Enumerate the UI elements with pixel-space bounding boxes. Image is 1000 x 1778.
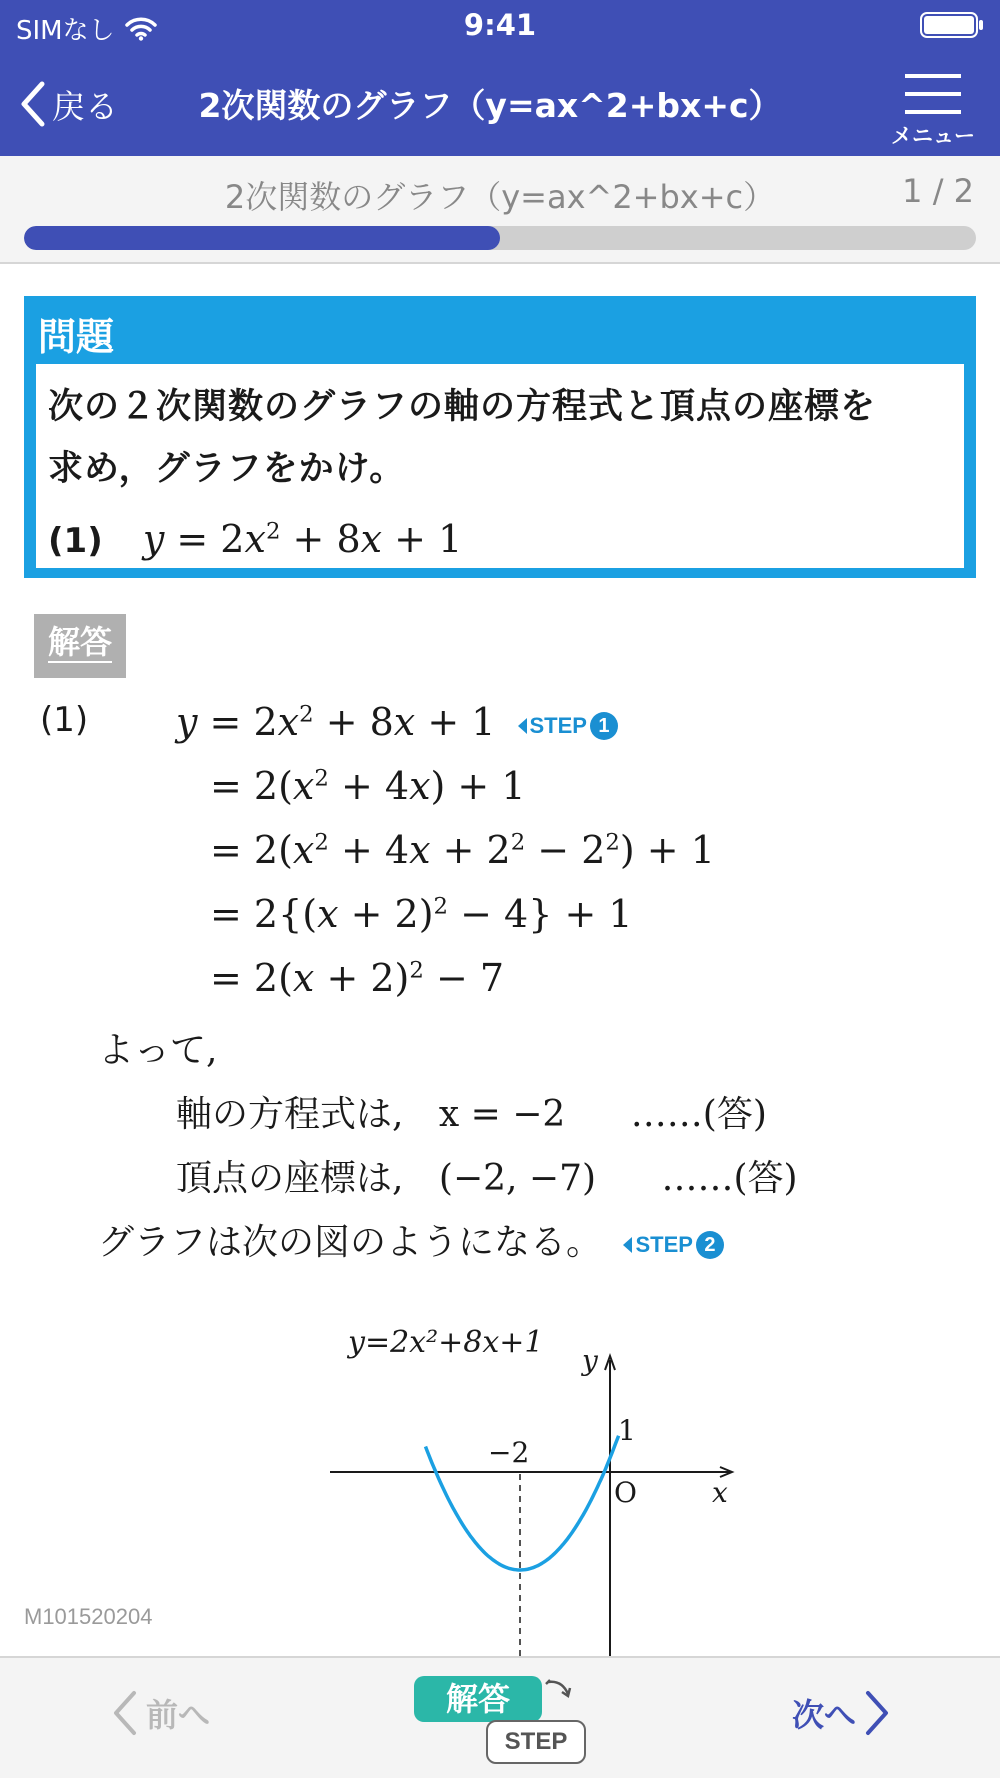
answer-step-toggle[interactable] [410,1676,590,1776]
chevron-left-icon [18,80,48,128]
chevron-right-icon [864,1690,890,1736]
hamburger-icon [905,72,961,116]
axis-answer: 軸の方程式は, x = −2 ……(答) [176,1094,767,1135]
origin-label: O [614,1476,637,1509]
therefore-text: よって, [98,1030,218,1071]
prev-label: 前へ [146,1696,211,1734]
solution-line-1: $y = 2x^2 + 8x + 1$ STEP 1 [176,700,618,744]
answer-number: (1) [40,700,89,740]
progress-fill [24,226,500,250]
y-intercept-label: 1 [618,1414,636,1447]
triangle-left-icon [518,718,527,734]
status-bar [0,0,1000,50]
status-time: 9:41 [463,8,537,42]
carrier-label: SIMなし [16,16,115,46]
solution-line-5: = $2(x + 2)^2 - 7$ [210,956,505,1000]
problem-box [24,296,976,578]
progress-bar [24,226,976,250]
problem-equation: (1) $y = 2x^2 + 8x + 1$ [48,516,463,561]
parabola-graph [320,1310,740,1660]
answer-toggle-label: 解答 [414,1676,542,1722]
menu-label: メニュー [891,124,975,148]
navigation-bar [0,62,1000,152]
problem-label: 問題 [38,315,115,359]
next-button[interactable] [792,1690,890,1736]
progress-title: 2次関数のグラフ（y=ax^2+bx+c） [224,178,776,216]
menu-button[interactable] [888,72,978,152]
chevron-left-icon [112,1690,138,1736]
problem-text-line1: 次の２次関数のグラフの軸の方程式と頂点の座標を [48,387,877,427]
progress-count: 1 / 2 [902,172,974,210]
solution-line-4: = $2\{(x + 2)^2 - 4\} + 1$ [210,892,633,936]
y-axis-label: y [582,1344,598,1377]
progress-section [0,156,1000,264]
page-title: 2次関数のグラフ（y=ax^2+bx+c） [198,86,782,125]
top-bar [0,0,1000,156]
problem-number: (1) [48,520,103,561]
step2-link[interactable]: STEP 2 [623,1231,723,1259]
back-button[interactable] [18,76,118,132]
swap-icon [540,1676,580,1716]
vertex-answer: 頂点の座標は, (−2, −7) ……(答) [176,1158,798,1199]
next-label: 次へ [791,1696,856,1734]
prev-button[interactable] [112,1690,210,1736]
bottom-toolbar [0,1656,1000,1778]
battery-icon [920,12,984,38]
answer-badge: 解答 [34,614,126,678]
solution-line-3: = $2(x^2 + 4x + 2^2 - 2^2) + 1$ [210,828,715,872]
step-toggle-label: STEP [486,1720,586,1764]
back-label: 戻る [52,86,118,126]
triangle-left-icon [623,1237,632,1253]
solution-line-2: = $2(x^2 + 4x) + 1$ [210,764,526,808]
problem-body [36,364,964,568]
step1-link[interactable]: STEP 1 [518,712,618,740]
graph-text: グラフは次の図のようになる。 STEP 2 [98,1214,724,1265]
x-axis-label: x [712,1476,728,1509]
problem-code: M101520204 [24,1604,153,1629]
vertex-x-label: −2 [488,1436,530,1469]
problem-text-line2: 求め，グラフをかけ。 [48,449,406,489]
function-label: y=2x²+8x+1 [348,1325,544,1360]
